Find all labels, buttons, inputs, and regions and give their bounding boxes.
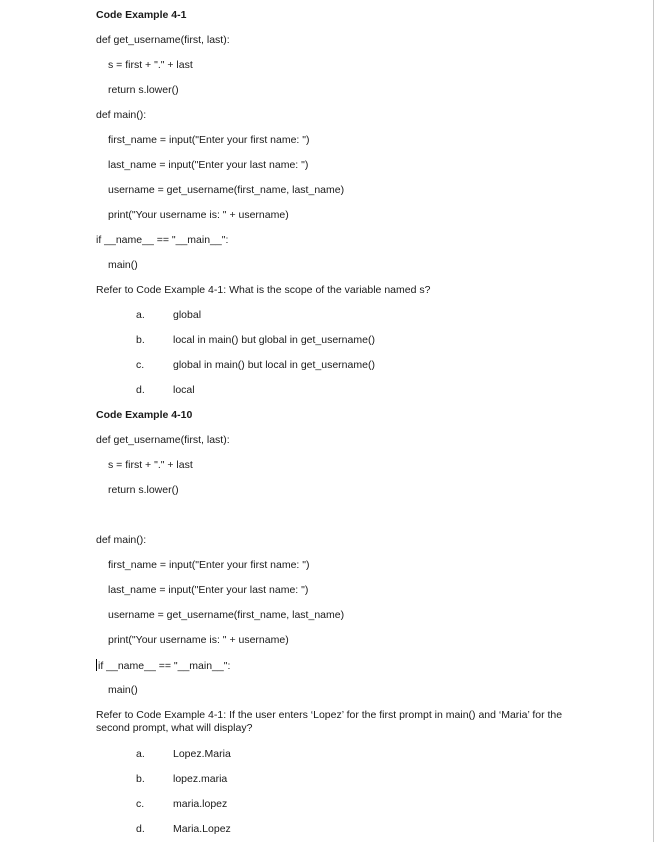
code-line: if __name__ == "__main__": — [96, 234, 229, 246]
option-label: d. — [136, 823, 145, 835]
option-text: maria.lopez — [173, 798, 228, 810]
code-line: print("Your username is: " + username) — [108, 634, 289, 646]
option-text: lopez.maria — [173, 773, 228, 785]
text-cursor — [96, 659, 97, 671]
option-label: c. — [136, 798, 145, 810]
code-line: return s.lower() — [108, 484, 179, 496]
code-line: return s.lower() — [108, 84, 179, 96]
code-line: def main(): — [96, 534, 147, 546]
code-line: username = get_username(first_name, last_name) — [108, 184, 345, 196]
code-line: first_name = input("Enter your first name: ") — [108, 134, 310, 146]
code-line: main() — [108, 684, 138, 696]
question-text: Refer to Code Example 4-1: What is the scope of the variable named s? — [96, 284, 431, 296]
code-line: last_name = input("Enter your last name: ") — [108, 159, 309, 171]
code-line: def get_username(first, last): — [96, 34, 230, 46]
code-line: def main(): — [96, 109, 147, 121]
page-edge — [653, 0, 654, 842]
code-line: last_name = input("Enter your last name: ") — [108, 584, 309, 596]
section-heading: Code Example 4-10 — [96, 409, 193, 421]
option-text: local — [173, 384, 195, 396]
code-line: s = first + "." + last — [108, 59, 193, 71]
option-label: a. — [136, 309, 145, 321]
code-line: username = get_username(first_name, last_name) — [108, 609, 345, 621]
code-line: first_name = input("Enter your first name: ") — [108, 559, 310, 571]
option-label: d. — [136, 384, 145, 396]
option-text: global in main() but local in get_username() — [173, 359, 375, 371]
code-line-with-cursor[interactable] — [96, 659, 230, 673]
code-line: print("Your username is: " + username) — [108, 209, 289, 221]
code-line: s = first + "." + last — [108, 459, 193, 471]
option-text: Maria.Lopez — [173, 823, 231, 835]
option-text: global — [173, 309, 202, 321]
section-heading: Code Example 4-1 — [96, 9, 187, 21]
option-label: c. — [136, 359, 145, 371]
option-text: Lopez.Maria — [173, 748, 231, 760]
code-line: if __name__ == "__main__": — [98, 660, 231, 672]
code-line: def get_username(first, last): — [96, 434, 230, 446]
option-text: local in main() but global in get_username() — [173, 334, 375, 346]
question-text: Refer to Code Example 4-1: If the user enters ‘Lopez’ for the first prompt in main() and ‘Maria’ for the second prompt, what will display? — [96, 709, 563, 734]
option-label: a. — [136, 748, 145, 760]
option-label: b. — [136, 773, 145, 785]
code-line: main() — [108, 259, 138, 271]
option-label: b. — [136, 334, 145, 346]
